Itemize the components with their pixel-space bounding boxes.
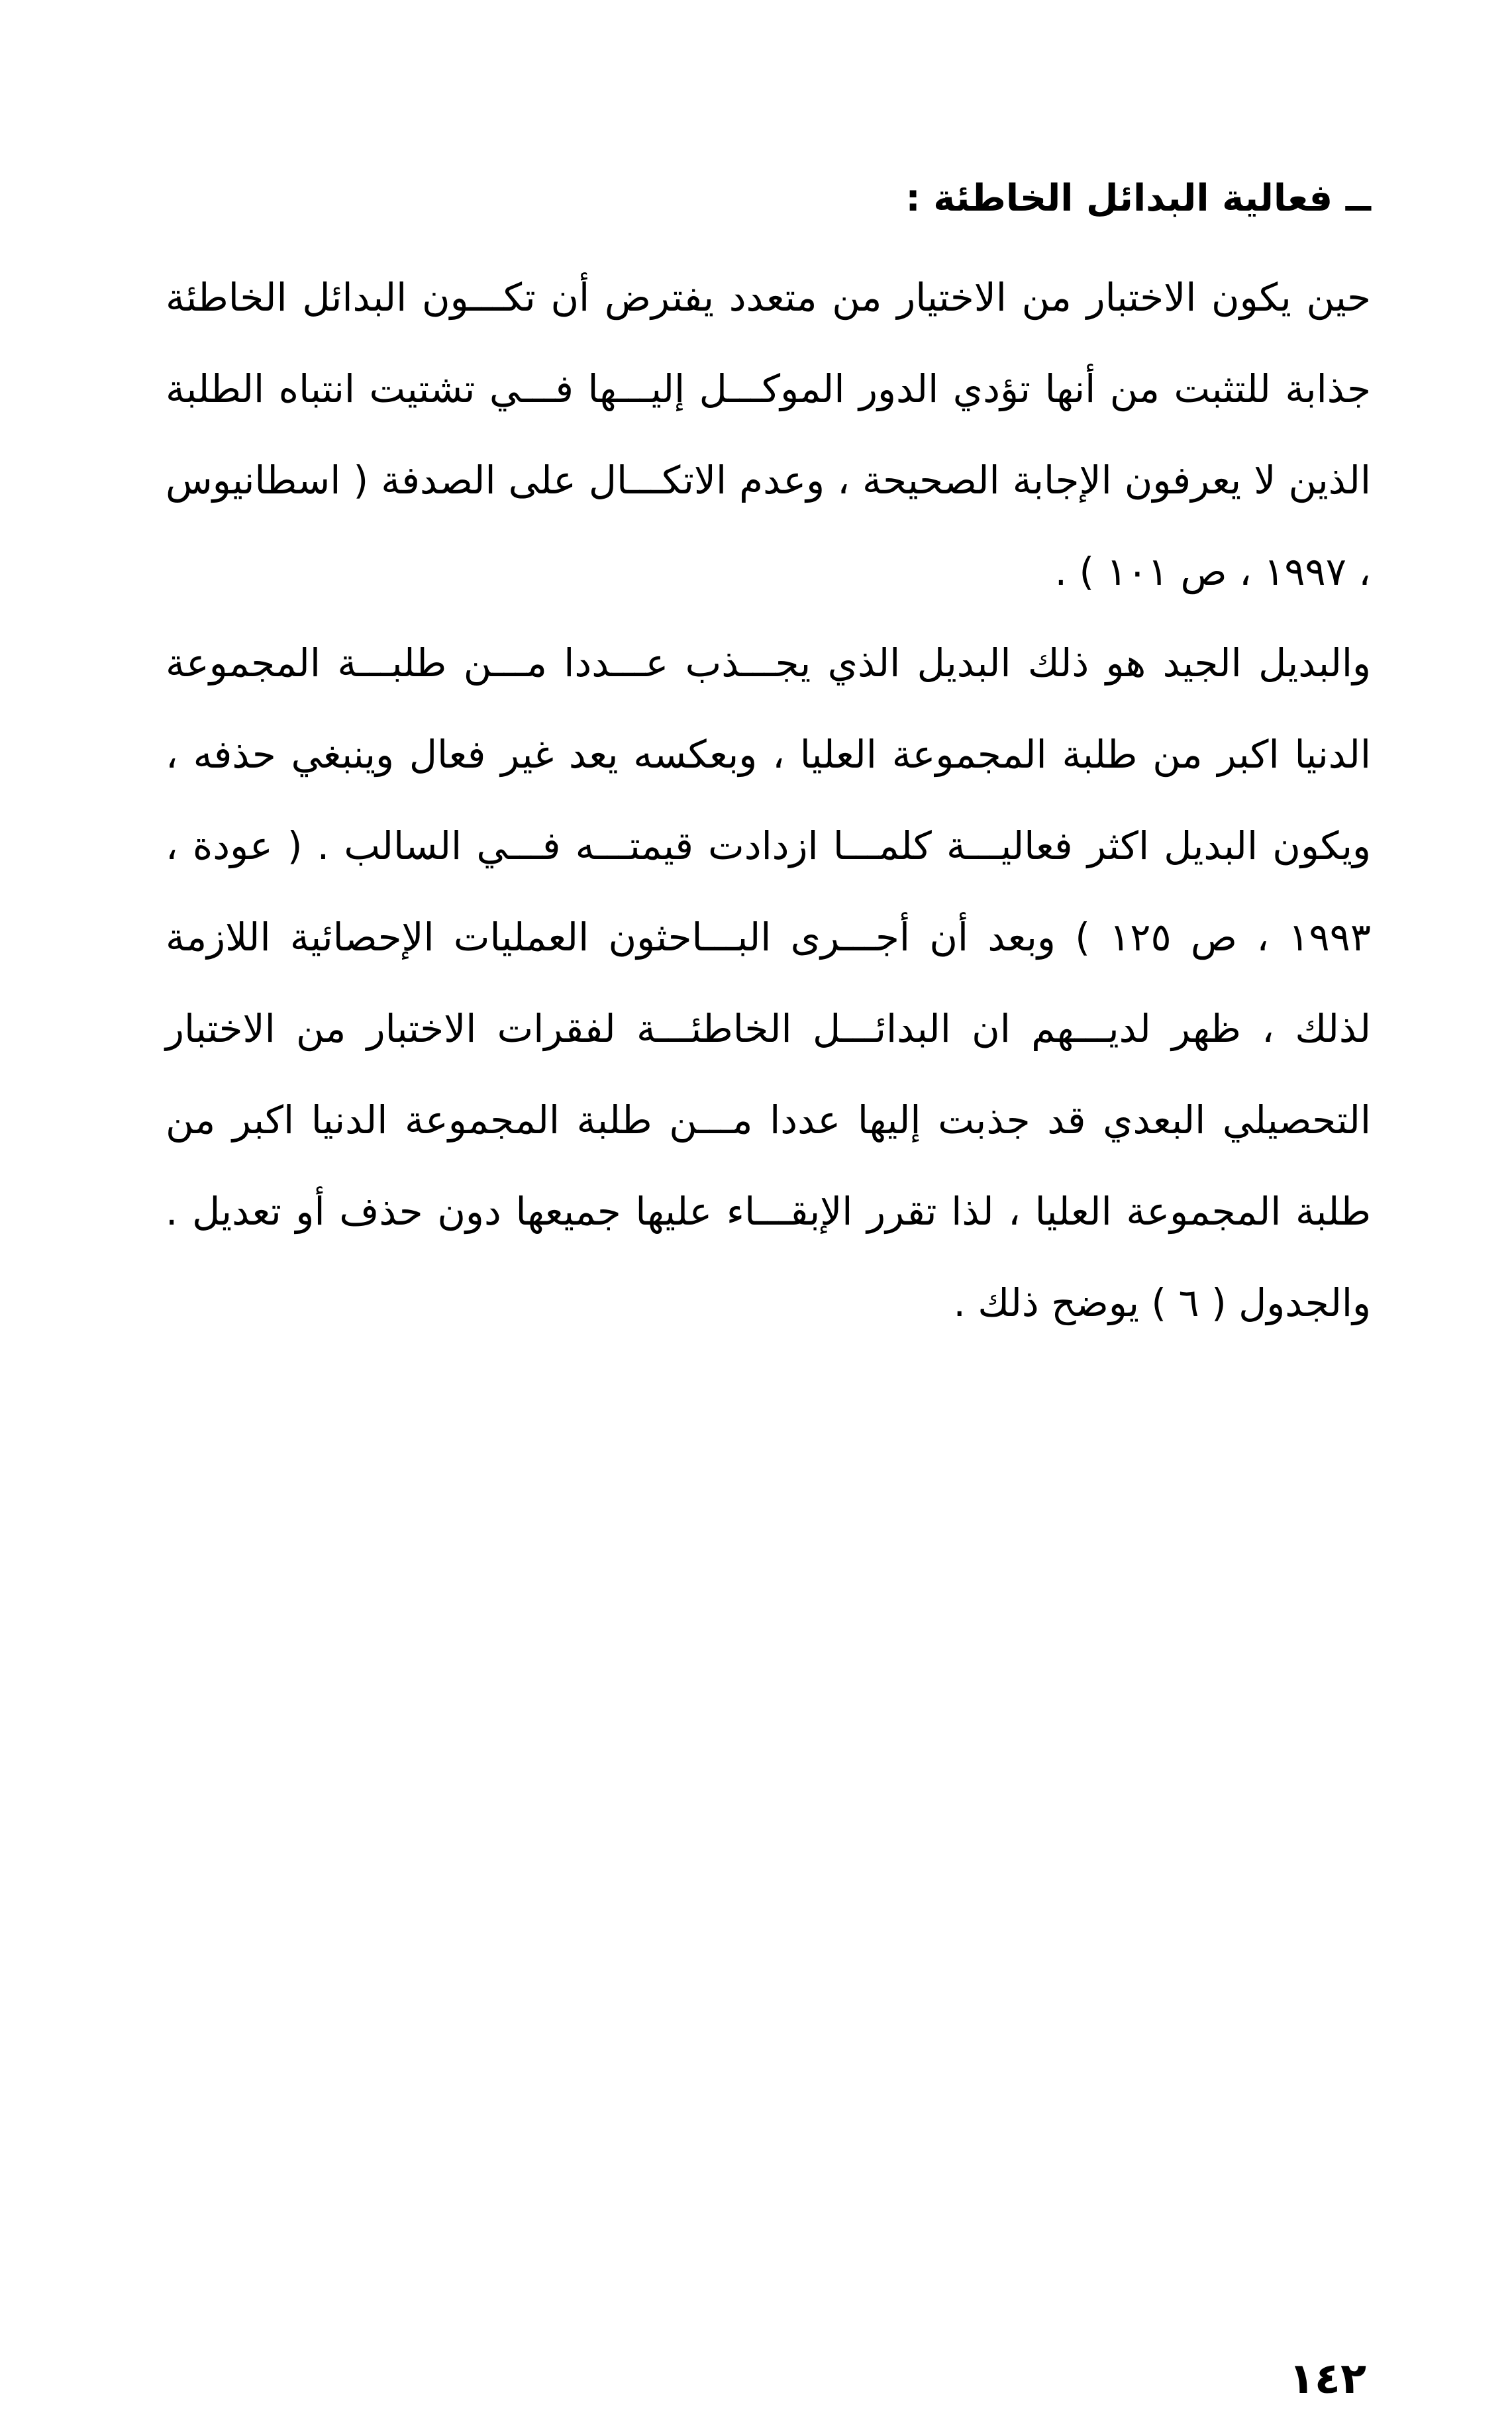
- paragraph-2: والبديل الجيد هو ذلك البديل الذي يجـــذب عـــددا مـــن طلبـــة المجموعة الدنيا اكبر من طلبة المجموعة العليا ، وبعكسه يعد غير فعال وينبغي حذفه ، ويكون البديل اكثر فعاليـــة كلمـــا ازدادت قيمتـــه فـــي السالب . ( عودة ، ١٩٩٣ ، ص ١٢٥ ) وبعد أن أجـــرى البـــاحثون العمليات الإحصائية اللازمة لذلك ، ظهر لديـــهم ان البدائـــل الخاطئـــة لفقرات الاختبار من الاختبار التحصيلي البعدي قد جذبت إليها عددا مـــن طلبة المجموعة الدنيا اكبر من طلبة المجموعة العليا ، لذا تقرر الإبقـــاء عليها جميعها دون حذف أو تعديل . والجدول ( ٦ ) يوضح ذلك .: [166, 640, 1371, 1325]
- paragraph-1: حين يكون الاختبار من الاختيار من متعدد يفترض أن تكـــون البدائل الخاطئة جذابة للتثبت من أنها تؤدي الدور الموكـــل إليـــها فـــي تشتيت انتباه الطلبة الذين لا يعرفون الإجابة الصحيحة ، وعدم الاتكـــال على الصدفة ( اسطانيوس ، ١٩٩٧ ، ص ١٠١ ) .: [166, 275, 1371, 594]
- body-text: [166, 159, 1371, 1348]
- page-number: ١٤٢: [1288, 2354, 1366, 2404]
- section-heading: ــ فعالية البدائل الخاطئة :: [905, 177, 1371, 220]
